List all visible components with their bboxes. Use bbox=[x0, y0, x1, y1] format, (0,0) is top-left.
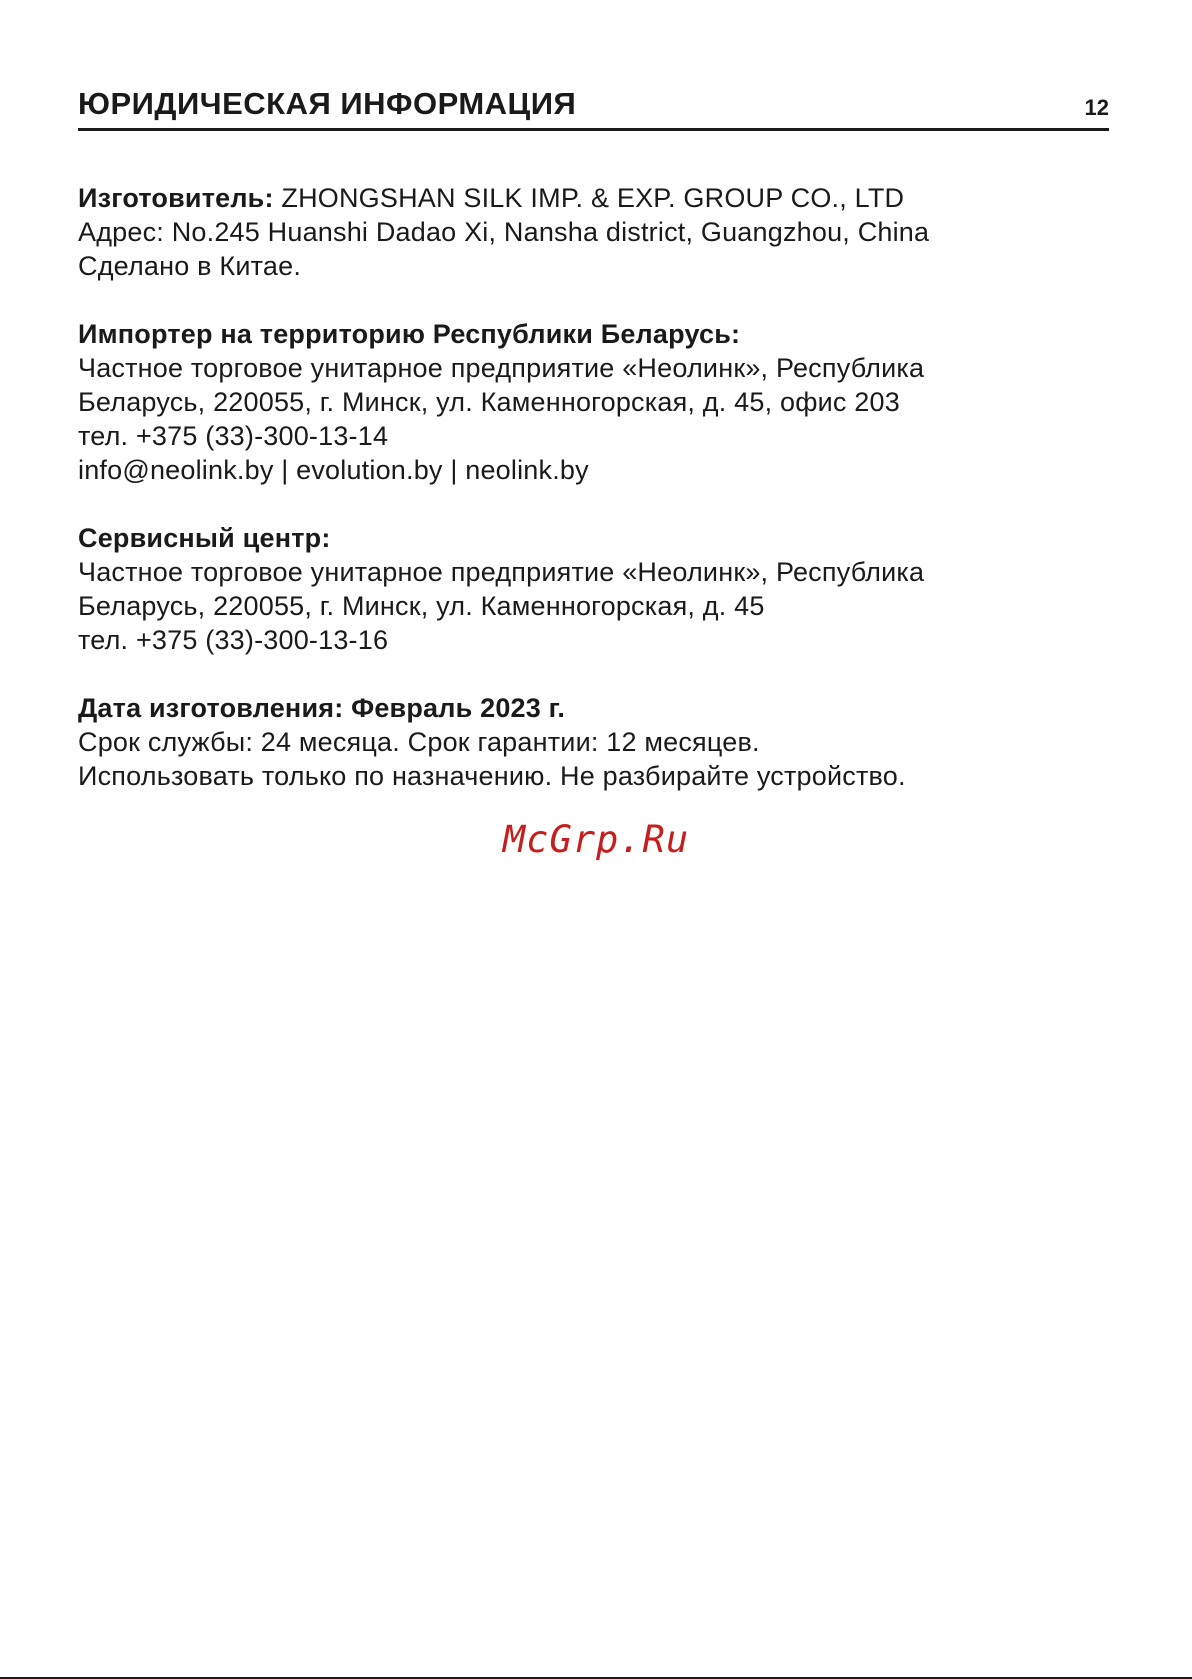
service-line-2: Беларусь, 220055, г. Минск, ул. Каменногорская, д. 45 bbox=[78, 591, 765, 621]
importer-line-2: Беларусь, 220055, г. Минск, ул. Каменногорская, д. 45, офис 203 bbox=[78, 387, 900, 417]
importer-phone: тел. +375 (33)-300-13-14 bbox=[78, 421, 389, 451]
watermark-text: McGrp.Ru bbox=[502, 818, 690, 861]
importer-contacts: info@neolink.by | evolution.by | neolink.by bbox=[78, 455, 589, 485]
service-life-terms: Срок службы: 24 месяца. Срок гарантии: 12 месяцев. bbox=[78, 727, 760, 757]
production-section bbox=[78, 691, 1118, 793]
importer-section bbox=[78, 317, 1118, 487]
page-title: ЮРИДИЧЕСКАЯ ИНФОРМАЦИЯ bbox=[78, 86, 577, 121]
legal-content bbox=[78, 181, 1118, 827]
service-line-1: Частное торговое унитарное предприятие «Неолинк», Республика bbox=[78, 557, 925, 587]
service-phone: тел. +375 (33)-300-13-16 bbox=[78, 625, 389, 655]
manufacturer-address: Адрес: No.245 Huanshi Dadao Xi, Nansha district, Guangzhou, China bbox=[78, 217, 930, 247]
manufacturer-section bbox=[78, 181, 1118, 283]
service-section bbox=[78, 521, 1118, 657]
production-date: Дата изготовления: Февраль 2023 г. bbox=[78, 693, 566, 723]
manufacturer-line bbox=[78, 181, 1118, 215]
usage-notice: Использовать только по назначению. Не разбирайте устройство. bbox=[78, 761, 906, 791]
page-header bbox=[78, 86, 1109, 131]
manufacturer-name: ZHONGSHAN SILK IMP. & EXP. GROUP CO., LTD bbox=[273, 183, 905, 213]
made-in: Сделано в Китае. bbox=[78, 251, 302, 281]
page-number: 12 bbox=[1084, 95, 1109, 120]
manufacturer-label: Изготовитель: bbox=[78, 183, 274, 213]
service-label: Сервисный центр: bbox=[78, 523, 331, 553]
importer-line-1: Частное торговое унитарное предприятие «Неолинк», Республика bbox=[78, 353, 925, 383]
importer-label: Импортер на территорию Республики Беларусь: bbox=[78, 319, 741, 349]
